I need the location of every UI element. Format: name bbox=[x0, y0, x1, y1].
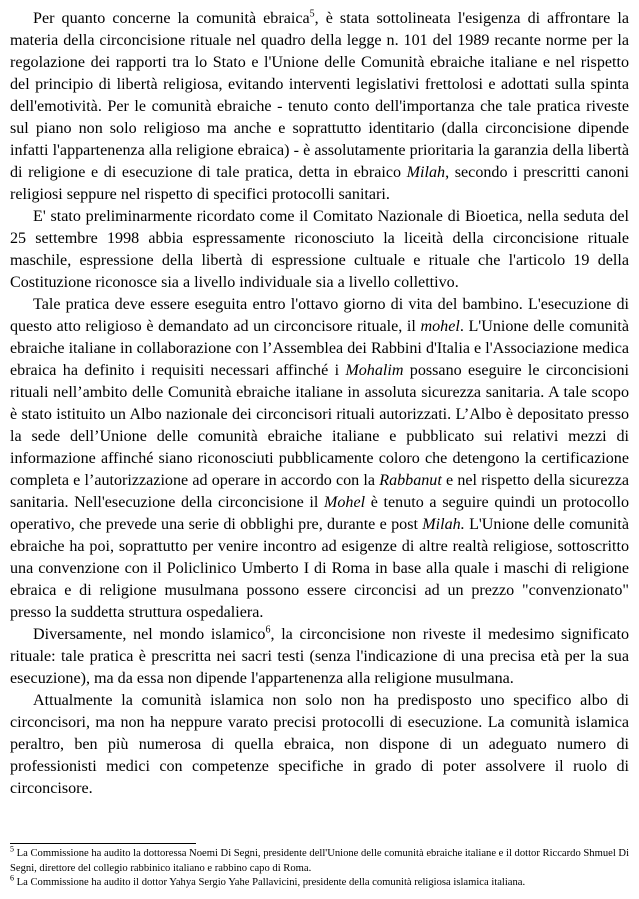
paragraph-text: Attualmente la comunità islamica non solo non ha predisposto uno specifico albo di circoncisori, ma non ha neppure varato precisi protocolli di esecuzione. La comunità islamica peraltro, ben più numerosa di quella ebraica, non dispone di un adeguato numero di professionisti medici con competenze specifiche in grado di poter assolvere il ruolo di circoncisore. bbox=[10, 692, 629, 797]
footnote-separator bbox=[10, 843, 196, 844]
paragraph-text: E' stato preliminarmente ricordato come il Comitato Nazionale di Bioetica, nella seduta del 25 settembre 1998 abbia espressamente riconosciuto la liceità della circoncisione rituale maschile, espressione della libertà di espressione cultuale e rituale che l'articolo 19 della Costituzione riconosce sia a livello individuale sia a livello collettivo. bbox=[10, 208, 629, 291]
paragraph-islamic-community bbox=[10, 690, 629, 800]
footnote-number: 5 bbox=[10, 844, 14, 854]
paragraph-text: , è stata sottolineata l'esigenza di affrontare la materia della circoncisione rituale nel quadro della legge n. 101 del 1989 recante norme per la regolazione dei rapporti tra lo Stato e l'Unione delle Comunità ebraiche italiane e nel rispetto del principio di libertà religiosa, evitando interventi legislativi frettolosi e adottati sulla spinta dell'emotività. Per le comunità ebraiche - tenuto conto dell'importanza che tale pratica riveste sul piano non solo religioso ma anche e soprattutto identitario (dalla circoncisione dipende infatti l'appartenenza alla religione ebraica) - è assolutamente prioritaria la garanzia della libertà di religione e di esecuzione di tale pratica, detta in ebraico bbox=[10, 10, 629, 181]
paragraph-text: Diversamente, nel mondo islamico bbox=[33, 626, 266, 643]
italic-term: mohel bbox=[420, 318, 460, 335]
paragraph-text: L'Unione delle comunità ebraiche ha poi, soprattutto per venire incontro ad esigenze di altre realtà religiose, sottoscritto una convenzione con il Policlinico Umberto I di Roma in base alla quale i maschi di religione ebraica e di religione musulmana possono essere circoncisi ad un prezzo "convenzionato" presso la suddetta struttura ospedaliera. bbox=[10, 516, 630, 621]
italic-term: Milah bbox=[406, 164, 446, 181]
footnote-6 bbox=[10, 873, 629, 891]
footnote-ref-6[interactable]: 6 bbox=[265, 624, 271, 636]
footnote-ref-5[interactable]: 5 bbox=[309, 8, 315, 20]
italic-term: Milah. bbox=[422, 516, 465, 533]
italic-term: Rabbanut bbox=[379, 472, 442, 489]
footnote-text: La Commissione ha audito il dottor Yahya Sergio Yahe Pallavicini, presidente della comunità religiosa islamica italiana. bbox=[14, 877, 526, 888]
italic-term: Mohel bbox=[323, 494, 366, 511]
paragraph-text: è tenuto a seguire quindi un protocollo operativo, che prevede una serie di obblighi pre, durante e post bbox=[10, 494, 629, 533]
paragraph-jewish-community bbox=[10, 8, 629, 206]
paragraph-text: possano eseguire le circoncisioni rituali nell’ambito delle Comunità ebraiche italiane in assoluta sicurezza sanitaria. A tale scopo è stato istituito un Albo nazionale dei circoncisori rituali autorizzati. L’Albo è depositato presso la sede dell’Unione delle comunità ebraiche italiane e pubblicato sui relativi mezzi di informazione affinché siano riconosciuti pubblicamente coloro che detengono la certificazione completa e l’autorizzazione ad operare in accordo con la bbox=[10, 362, 629, 489]
footnote-number: 6 bbox=[10, 873, 14, 883]
footnotes bbox=[10, 844, 630, 891]
paragraph-text: Per quanto concerne la comunità ebraica bbox=[33, 10, 310, 27]
paragraph-practice-mohel bbox=[10, 294, 629, 624]
italic-term: Mohalim bbox=[345, 362, 404, 379]
footnote-text: La Commissione ha audito la dottoressa Noemi Di Segni, presidente dell'Unione delle comunità ebraiche italiane e il dottor Riccardo Shmuel Di Segni, direttore del collegio rabbinico italiano e rabbino capo di Roma. bbox=[10, 848, 630, 874]
paragraph-text: . L'Unione delle comunità ebraiche italiane in collaborazione con l’Assemblea dei Rabbini d'Italia e l'Associazione medica ebraica ha definito i requisiti necessari affinché i bbox=[10, 318, 630, 379]
document-body bbox=[10, 8, 629, 800]
footnote-5 bbox=[10, 844, 630, 876]
paragraph-islamic-world bbox=[10, 624, 629, 690]
paragraph-text: Tale pratica deve essere eseguita entro l'ottavo giorno di vita del bambino. L'esecuzione di questo atto religioso è demandato ad un circoncisore rituale, il bbox=[10, 296, 629, 335]
paragraph-bioethics-committee bbox=[10, 206, 629, 294]
paragraph-text: , la circoncisione non riveste il medesimo significato rituale: tale pratica è prescritta nei sacri testi (senza l'indicazione di una precisa età per la sua esecuzione), ma da essa non dipende l'appartenenza alla religione musulmana. bbox=[10, 626, 629, 687]
paragraph-text: , secondo i prescritti canoni religiosi seppure nel rispetto di specifici protocolli sanitari. bbox=[10, 164, 629, 203]
paragraph-text: e nel rispetto della sicurezza sanitaria. Nell'esecuzione della circoncisione il bbox=[10, 472, 629, 511]
